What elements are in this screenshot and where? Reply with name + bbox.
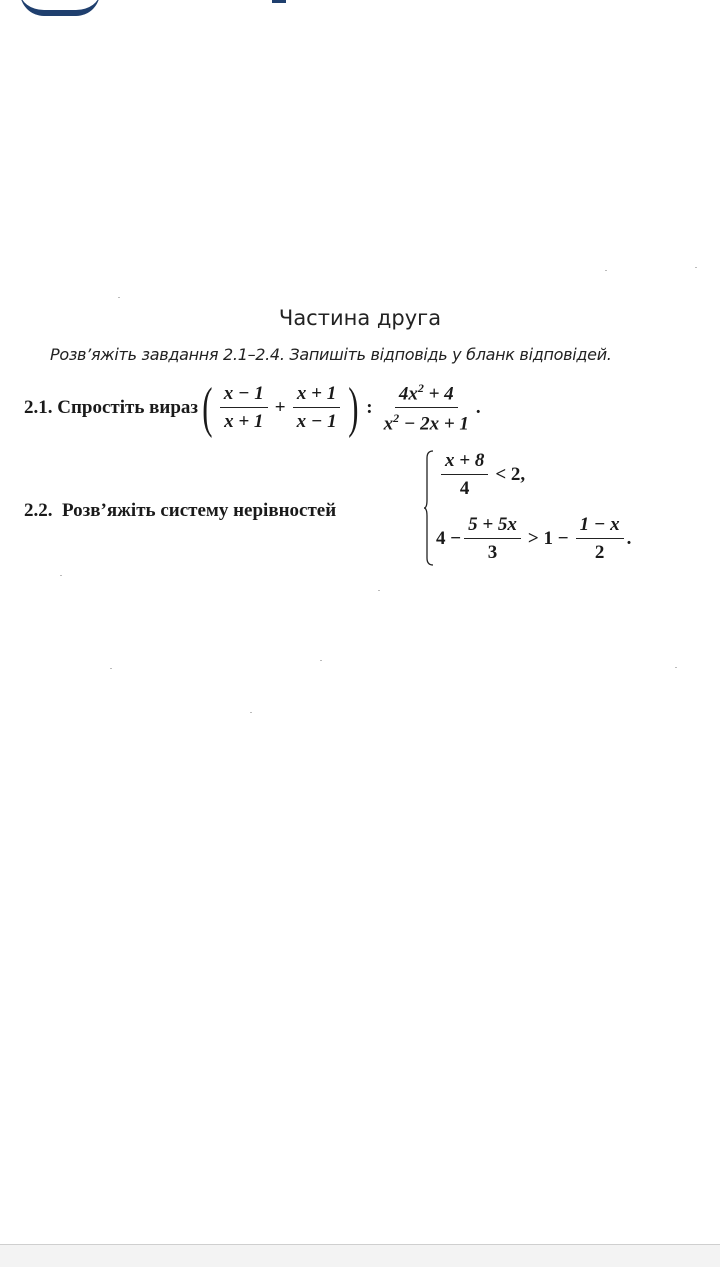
task-text: Розв’яжіть систему нерівностей: [62, 500, 337, 521]
inequality-system: [424, 450, 684, 570]
task-2-2: [24, 500, 336, 522]
numerator: $4x^2 + 4$: [395, 381, 458, 408]
scan-speck: [695, 267, 697, 268]
division-sign: :: [366, 397, 373, 418]
scan-speck: [320, 660, 322, 661]
right-paren: ): [347, 377, 359, 439]
scan-speck: [675, 667, 677, 668]
scan-speck: [605, 270, 607, 271]
inequality-2: 4 − $\frac{5 + 5x}{3}$ > 1 − $\frac{1 - x}{2}$ .: [436, 514, 632, 563]
fraction: $\frac{x + 8}{4}$: [441, 450, 488, 500]
period: .: [475, 397, 481, 418]
numerator: x − 1: [220, 383, 268, 408]
plus-sign: +: [274, 397, 286, 418]
inequality-1: $\frac{x + 8}{4}$ < 2,: [438, 450, 525, 500]
scan-speck: [110, 668, 112, 669]
fraction-3: [380, 381, 473, 436]
scan-speck: [250, 712, 252, 713]
fraction-2: [293, 383, 341, 433]
task-text: Спростіть вираз: [57, 397, 199, 418]
top-logo-fragment: [0, 0, 120, 12]
instructions: Розв’яжіть завдання 2.1–2.4. Запишіть відповідь у бланк відповідей.: [50, 345, 612, 364]
scan-speck: [60, 575, 62, 576]
denominator: x − 1: [296, 411, 337, 432]
denominator: x + 1: [224, 411, 264, 432]
logo-wave-shape: [20, 0, 100, 16]
numerator: x + 1: [293, 383, 340, 408]
fraction: $\frac{1 - x}{2}$: [576, 514, 624, 564]
section-heading: Частина друга: [278, 306, 442, 330]
left-paren: (: [202, 377, 213, 439]
denominator: $x^2 - 2x + 1$: [383, 411, 469, 435]
task-number: 2.2.: [24, 500, 53, 521]
bottom-bar: [0, 1244, 720, 1267]
system-brace: [424, 450, 434, 566]
task-number: 2.1.: [24, 397, 53, 418]
fraction-1: [220, 383, 268, 433]
fraction: $\frac{5 + 5x}{3}$: [464, 514, 521, 564]
scan-speck: [378, 590, 380, 591]
scan-speck: [118, 297, 120, 298]
logo-bar-shape: [272, 0, 286, 3]
task-2-1: [24, 377, 481, 439]
